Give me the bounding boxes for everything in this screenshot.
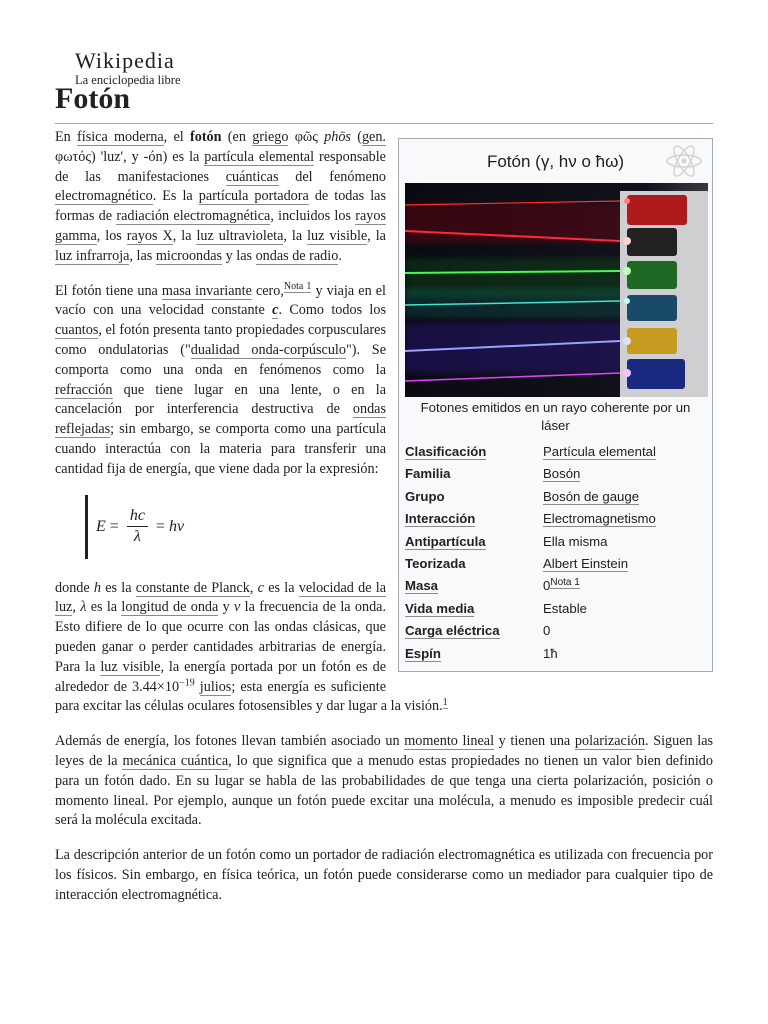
link-cuanticas[interactable]: cuánticas — [225, 168, 279, 185]
paragraph-mediator: La descripción anterior de un fotón como un portador de radiación electromagnética es utilizada con frecuencia por los físicos. Sin embargo, en física teórica, un fotón puede considerarse como un mediador para cualquier tipo de interacción electromagnética. — [55, 847, 713, 903]
link-velocidad-de-la-luz[interactable]: velocidad de la luz — [55, 579, 387, 616]
paragraph-intro: En física moderna, el fotón (en griego φῶς phōs (gen. φωτός) 'luz', y -ón) es la partícula elemental responsable de las manifestaciones cuánticas del fenómeno electromagnético. Es la partícula portadora de todas las formas de radiación electromagnética, incluidos los rayos gamma, los rayos X, la luz ultravioleta, la luz visible, la luz infrarroja, las microondas y las ondas de radio. — [55, 129, 387, 264]
row-key-antiparticula[interactable]: Antipartícula — [405, 533, 486, 549]
paragraph-mass: El fotón tiene una masa invariante cero,$^{Nota 1}$ y viaja en el vacío con una velocidad constante c. Como todos los cuantos, el fotón presenta tanto propiedades corpusculares como ondulatorias ("dualidad onda-corpúsculo"). Se comporta como una onda en fenómenos como la refracción que tiene lugar en una lente, o en la cancelación por interferencia destructiva de ondas reflejadas; sin embargo, se comporta como una partícula cuando interactúa con la materia para transferir una cantidad fija de energía, que viene dada por la expresión: — [55, 280, 386, 477]
link-longitud-de-onda[interactable]: longitud de onda — [121, 599, 219, 616]
link-momento-lineal[interactable]: momento lineal — [404, 733, 495, 750]
row-key-interaccion[interactable]: Interacción — [405, 511, 476, 527]
link-masa-invariante[interactable]: masa invariante — [161, 282, 252, 299]
infobox-row — [405, 463, 706, 485]
infobox-row — [405, 598, 706, 620]
infobox-title-text: Fotón (γ, hν o ħω) — [486, 152, 625, 171]
row-key-familia: Familia — [405, 466, 451, 482]
infobox-caption: Fotones emitidos en un rayo coherente por un láser — [420, 400, 691, 433]
link-particula-elemental[interactable]: partícula elemental — [204, 148, 315, 165]
infobox — [398, 138, 713, 672]
infobox-row — [405, 643, 706, 665]
ref-1[interactable]: 1 — [442, 696, 448, 708]
infobox-row — [405, 531, 706, 553]
link-fisica-moderna[interactable]: física moderna — [77, 129, 164, 145]
formula-denominator: λ — [133, 528, 141, 546]
link-microondas[interactable]: microondas — [155, 247, 223, 264]
infobox-row — [405, 620, 706, 642]
page-title: Fotón — [55, 82, 130, 115]
link-velocidad-c[interactable]: c — [272, 302, 279, 319]
infobox-row — [405, 575, 706, 597]
row-key-grupo: Grupo — [405, 488, 445, 504]
link-radiacion-electromagnetica[interactable]: radiación electromagnética — [116, 208, 271, 225]
wikipedia-tagline: La enciclopedia libre — [75, 73, 181, 87]
link-electromagnetico[interactable]: electromagnético — [55, 188, 153, 205]
infobox-title — [405, 139, 706, 183]
formula-numerator: hc — [127, 506, 148, 527]
row-value-familia[interactable]: Bosón — [543, 466, 581, 482]
energy-formula: E = $\frac{hc}{\lambda}$ = hν — [85, 495, 276, 559]
infobox-row — [405, 441, 706, 463]
row-value-grupo[interactable]: Bosón de gauge — [543, 488, 640, 504]
link-julios[interactable]: julios — [199, 678, 232, 695]
link-constante-de-planck[interactable]: constante de Planck — [135, 579, 250, 596]
paragraph-momentum: Además de energía, los fotones llevan también asociado un momento lineal y tienen una polarización. Siguen las leyes de la mecánica cuántica, lo que significa que a menudo estas propiedades no tienen un valor bien definido para un fotón dado. En su lugar se habla de las probabilidades de que tenga una cierta polarización, posición o momento lineal. Por ejemplo, aunque un fotón puede excitar una molécula, a menudo es imposible predecir cuál será la molécula excitada. — [55, 733, 714, 829]
row-value-carga: 0 — [543, 623, 551, 639]
row-value-clasificacion[interactable]: Partícula elemental — [543, 444, 656, 459]
row-key-clasificacion[interactable]: Clasificación — [405, 444, 487, 459]
paragraph-definitions: donde h es la constante de Planck, c es la velocidad de la luz, λ es la longitud de onda y ν la frecuencia de la onda. Esto difiere de lo que ocurre con las ondas clásicas, que pueden ganar o perder cantidades arbitrarias de energía. Para la luz visible, la energía portada por un fotón es de alrededor de $3.44\times 10^{-19}$ julios; esta energía es suficiente para excitar las células oculares fotosensibles y dar lugar a la visión.$^1$ — [55, 579, 448, 715]
article-body — [55, 128, 713, 921]
link-refraccion[interactable]: refracción — [55, 381, 113, 398]
formula-fraction — [127, 506, 148, 547]
note-1-ref[interactable]: Nota 1 — [283, 280, 312, 292]
formula-lhs: E — [96, 517, 106, 535]
link-rayos-x[interactable]: rayos X — [126, 227, 173, 244]
formula-rhs: hν — [168, 517, 185, 535]
link-luz-visible-2[interactable]: luz visible — [100, 658, 161, 675]
atom-icon — [664, 141, 704, 181]
infobox-row — [405, 508, 706, 530]
row-value-masa: 0 — [543, 578, 551, 594]
row-key-carga[interactable]: Carga eléctrica — [405, 623, 500, 639]
link-particula-portadora[interactable]: partícula portadora — [198, 188, 309, 205]
link-gen[interactable]: gen. — [361, 129, 386, 145]
term-foton: fotón — [190, 129, 222, 145]
link-luz-infrarroja[interactable]: luz infrarroja — [55, 247, 130, 264]
wikipedia-wordmark: Wikipedia — [75, 48, 175, 73]
row-value-antiparticula: Ella misma — [543, 533, 608, 549]
link-luz-ultravioleta[interactable]: luz ultravioleta — [196, 227, 284, 244]
title-divider — [55, 123, 713, 124]
link-luz-visible[interactable]: luz visible — [307, 227, 368, 244]
row-value-vida-media: Estable — [543, 600, 587, 616]
link-rayos-gamma[interactable]: rayos gamma — [55, 208, 387, 244]
infobox-properties — [405, 441, 706, 665]
laser-beams-image[interactable] — [405, 183, 708, 397]
row-value-teorizada[interactable]: Albert Einstein — [543, 555, 629, 571]
link-polarizacion[interactable]: polarización — [574, 733, 645, 750]
row-key-vida-media[interactable]: Vida media — [405, 600, 475, 616]
link-griego[interactable]: griego — [252, 129, 289, 145]
row-key-teorizada: Teorizada — [405, 555, 466, 571]
infobox-row — [405, 486, 706, 508]
row-value-interaccion[interactable]: Electromagnetismo — [543, 511, 656, 527]
link-dualidad-onda-corpusculo[interactable]: dualidad onda-corpúsculo — [190, 341, 346, 358]
row-value-espin: 1ħ — [543, 645, 558, 661]
link-ondas-reflejadas[interactable]: ondas reflejadas — [55, 401, 386, 438]
row-key-masa[interactable]: Masa — [405, 578, 438, 594]
note-1-link[interactable]: Nota 1 — [550, 576, 580, 588]
row-key-espin[interactable]: Espín — [405, 645, 441, 661]
link-mecanica-cuantica[interactable]: mecánica cuántica — [122, 752, 229, 769]
link-cuantos[interactable]: cuantos — [55, 322, 99, 339]
link-ondas-de-radio[interactable]: ondas de radio — [255, 247, 339, 264]
infobox-row — [405, 553, 706, 575]
